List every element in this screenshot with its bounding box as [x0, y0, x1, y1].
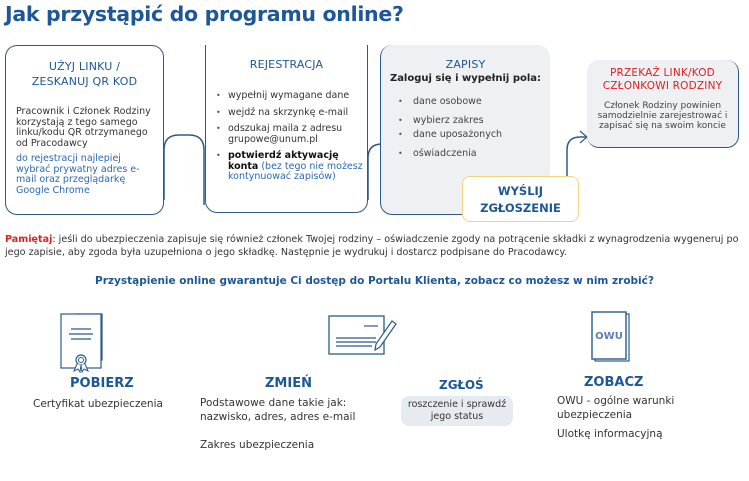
list-item: • wybierz zakres: [398, 115, 550, 126]
step-enrollment-subheading: Zaloguj się i wypełnij pola:: [389, 73, 542, 84]
feature-claim-text: roszczenie i sprawdź jego status: [401, 396, 513, 426]
feature-change-scope: Zakres ubezpieczenia: [200, 439, 315, 451]
list-item: • dane osobowe: [398, 96, 550, 107]
heading-line: UŻYJ LINKU /: [48, 60, 121, 73]
feature-change-heading: ZMIEŃ: [265, 376, 312, 391]
feature-claim-heading: ZGŁOŚ: [439, 378, 484, 392]
certificate-icon: [60, 313, 106, 373]
feature-change-text: Podstawowe dane takie jak: nazwisko, adres, adres e-mail: [200, 397, 356, 423]
step-registration-heading: REJESTRACJA: [249, 58, 324, 71]
confirm-activation-note: (bez tego nie możesz kontynuować zapisów): [228, 160, 363, 182]
step-use-link-card: [5, 45, 164, 215]
step-enrollment-heading: ZAPISY: [445, 58, 486, 71]
confirm-activation-text: potwierdź aktywację konta: [228, 150, 339, 172]
feature-view-text: OWU - ogólne warunki ubezpieczenia: [557, 395, 675, 421]
feature-download-text: Certyfikat ubezpieczenia: [33, 398, 163, 410]
step-share-link-card: [587, 60, 739, 148]
step-share-link-text: Członek Rodziny powinien samodzielnie zarejestrować i zapisać się na swoim koncie: [597, 101, 728, 131]
reminder-text: : jeśli do ubezpieczenia zapisuje się również członek Twojej rodziny – oświadczenie zgody na potrącenie składki z wynagrodzenia wygeneruj po jego zapisie, aby zgoda była uzupełniona o jego składkę. Następnie je wydrukuj i dostarcz podpisane do Pracodawcy.: [5, 234, 739, 258]
form-edit-icon: [328, 313, 398, 359]
registration-list: [216, 91, 367, 183]
list-item: • wypełnij wymagane dane: [216, 91, 367, 102]
reminder-note: [5, 233, 745, 259]
step-use-link-tip: do rejestracji najlepiej wybrać prywatny adres e-mail oraz przeglądarkę Google Chrome: [16, 153, 140, 196]
enrollment-list: [398, 96, 550, 159]
list-item: • dane uposażonych: [398, 129, 550, 140]
step-use-link-heading: [6, 59, 163, 89]
submit-application-button[interactable]: [462, 176, 579, 222]
list-item: • odszukaj maila z adresu grupowe@unum.pl: [216, 124, 367, 145]
heading-line: PRZEKAŻ LINK/KOD: [610, 67, 715, 79]
submit-label: WYŚLIJ: [497, 184, 544, 198]
submit-label: ZGŁOSZENIE: [480, 201, 561, 215]
feature-download-heading: POBIERZ: [70, 376, 134, 391]
heading-line: ZESKANUJ QR KOD: [31, 75, 138, 88]
heading-line: CZŁONKOWI RODZINY: [602, 80, 723, 92]
list-item: • oświadczenia: [398, 148, 550, 159]
step-share-link-heading: [587, 67, 738, 93]
document-owu-icon: [591, 311, 631, 363]
list-item: • wejdź na skrzynkę e-mail: [216, 108, 367, 119]
feature-view-leaflet: Ulotkę informacyjną: [557, 428, 663, 440]
feature-view-heading: ZOBACZ: [584, 375, 644, 390]
page-title: Jak przystąpić do programu online?: [5, 2, 404, 26]
svg-text:OWU: OWU: [595, 331, 623, 342]
step-registration-card: [205, 45, 368, 213]
step-use-link-text: Pracownik i Członek Rodziny korzystają z tego samego linku/kodu QR otrzymanego od Pracodawcy: [16, 106, 151, 149]
portal-heading: Przystąpienie online gwarantuje Ci dostęp do Portalu Klienta, zobacz co możesz w nim zrobić?: [95, 275, 654, 287]
reminder-label: Pamiętaj: [5, 234, 53, 245]
list-item: [216, 151, 367, 183]
